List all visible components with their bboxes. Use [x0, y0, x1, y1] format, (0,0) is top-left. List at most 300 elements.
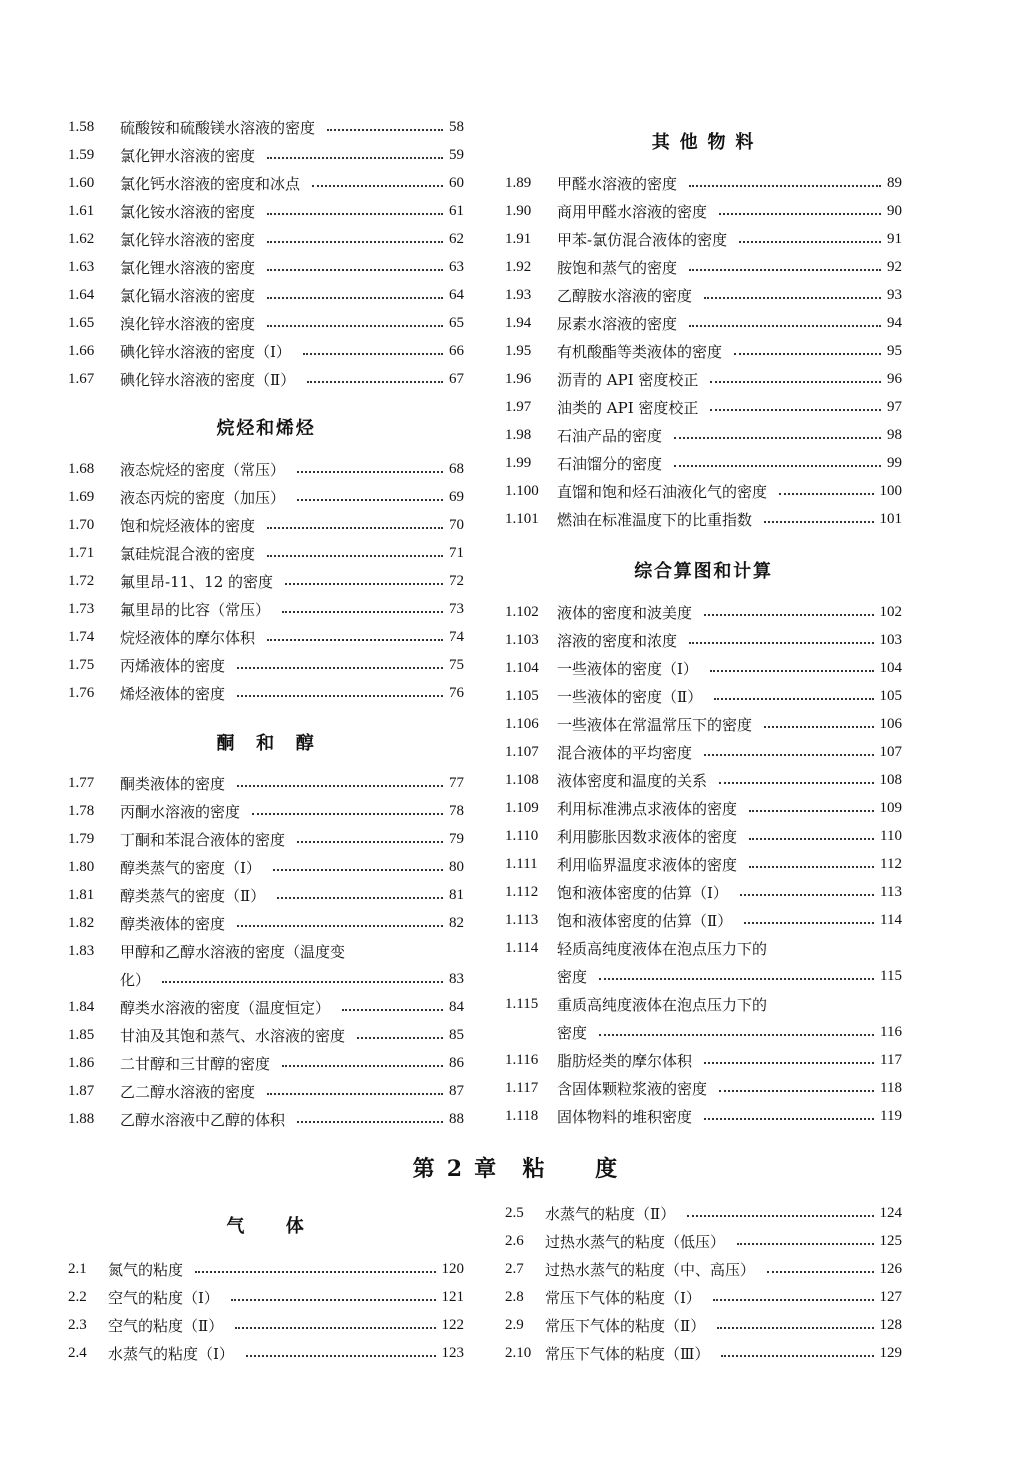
entry-title: 常压下气体的粘度（Ⅲ）: [545, 1344, 710, 1363]
entry-title: 一些液体的密度（Ⅱ）: [557, 687, 703, 706]
toc-entry: [68, 309, 464, 337]
entry-title: 一些液体的密度（Ⅰ）: [557, 659, 698, 678]
entry-number: 1.73: [68, 600, 95, 617]
entry-title: 烷烃液体的摩尔体积: [120, 628, 256, 647]
toc-entry: [68, 1105, 464, 1133]
entry-title: 氟里昂-11、12 的密度: [120, 572, 274, 591]
section-heading-other: 其 他 物 料: [651, 132, 756, 153]
entry-number: 1.89: [505, 174, 532, 191]
entry-page: 92: [887, 258, 902, 275]
entry-number: 1.74: [68, 628, 95, 645]
toc-entry: [68, 1339, 464, 1367]
toc-entry: [505, 794, 902, 822]
toc-entry: [68, 993, 464, 1021]
entry-number: 1.60: [68, 174, 95, 191]
leader-dots: [689, 185, 881, 187]
entry-title: 空气的粘度（Ⅰ）: [108, 1288, 219, 1307]
entry-page: 100: [879, 482, 902, 499]
leader-dots: [779, 493, 873, 495]
leader-dots: [744, 922, 874, 924]
entry-title: 溶液的密度和浓度: [557, 631, 678, 650]
toc-entry: [505, 654, 902, 682]
entry-title: 燃油在标准温度下的比重指数: [557, 510, 753, 529]
entry-page: 118: [880, 1079, 902, 1096]
toc-entry: [68, 197, 464, 225]
entry-number: 2.5: [505, 1204, 524, 1221]
entry-title: 丙烯液体的密度: [120, 656, 226, 675]
entry-number: 1.116: [505, 1051, 539, 1068]
leader-dots: [267, 1093, 443, 1095]
entry-title: 有机酸酯等类液体的密度: [557, 342, 723, 361]
entry-page: 82: [449, 914, 464, 931]
toc-group: [68, 769, 464, 1133]
entry-title: 甲醇和乙醇水溶液的密度（温度变: [120, 942, 346, 961]
entry-page: 96: [887, 370, 902, 387]
entry-page: 102: [879, 603, 902, 620]
section-heading-alkanes: 烷烃和烯烃: [216, 418, 316, 439]
entry-title: 密度: [557, 1023, 588, 1042]
entry-page: 105: [879, 687, 902, 704]
leader-dots: [246, 1355, 436, 1357]
entry-number: 1.59: [68, 146, 95, 163]
entry-page: 94: [887, 314, 902, 331]
toc-entry: [68, 253, 464, 281]
toc-group: [505, 598, 902, 1130]
toc-entry: [505, 1046, 902, 1074]
entry-page: 84: [449, 998, 464, 1015]
toc-entry: [68, 281, 464, 309]
leader-dots: [764, 521, 873, 523]
entry-number: 1.107: [505, 743, 539, 760]
entry-page: 76: [449, 684, 464, 701]
entry-page: 66: [449, 342, 464, 359]
toc-entry: [68, 651, 464, 679]
entry-title: 甲醛水溶液的密度: [557, 174, 678, 193]
entry-title: 甘油及其饱和蒸气、水溶液的密度: [120, 1026, 346, 1045]
entry-number: 2.6: [505, 1232, 524, 1249]
entry-title: 乙醇胺水溶液的密度: [557, 286, 693, 305]
entry-title: 二甘醇和三甘醇的密度: [120, 1054, 271, 1073]
entry-title: 一些液体在常温常压下的密度: [557, 715, 753, 734]
leader-dots: [195, 1271, 435, 1273]
entry-number: 2.10: [505, 1344, 532, 1361]
entry-title: 甲苯-氯仿混合液体的密度: [557, 230, 728, 249]
entry-title: 常压下气体的粘度（Ⅱ）: [545, 1316, 706, 1335]
entry-title: 过热水蒸气的粘度（低压）: [545, 1232, 726, 1251]
toc-group: [505, 1199, 902, 1367]
toc-entry: [505, 281, 902, 309]
entry-page: 65: [449, 314, 464, 331]
entry-page: 103: [879, 631, 902, 648]
entry-title: 酮类液体的密度: [120, 774, 226, 793]
entry-number: 1.63: [68, 258, 95, 275]
entry-number: 1.94: [505, 314, 532, 331]
entry-number: 1.79: [68, 830, 95, 847]
entry-title: 空气的粘度（Ⅱ）: [108, 1316, 224, 1335]
entry-number: 1.109: [505, 799, 539, 816]
toc-entry: [68, 679, 464, 707]
toc-entry: [505, 365, 902, 393]
leader-dots: [273, 869, 443, 871]
leader-dots: [749, 810, 873, 812]
chapter-heading: 第 2 章 粘 度: [412, 1156, 620, 1182]
leader-dots: [719, 1090, 874, 1092]
leader-dots: [710, 381, 881, 383]
leader-dots: [162, 981, 443, 983]
leader-dots: [734, 353, 881, 355]
leader-dots: [237, 925, 443, 927]
entry-title: 醇类液体的密度: [120, 914, 226, 933]
entry-number: 1.83: [68, 942, 95, 959]
toc-entry: [68, 623, 464, 651]
toc-entry: [505, 1283, 902, 1311]
entry-number: 1.93: [505, 286, 532, 303]
toc-entry: [68, 853, 464, 881]
entry-page: 120: [441, 1260, 464, 1277]
entry-page: 61: [449, 202, 464, 219]
entry-number: 1.82: [68, 914, 95, 931]
entry-page: 69: [449, 488, 464, 505]
leader-dots: [252, 813, 443, 815]
entry-number: 1.102: [505, 603, 539, 620]
entry-number: 1.84: [68, 998, 95, 1015]
entry-number: 1.72: [68, 572, 95, 589]
entry-title: 液体的密度和波美度: [557, 603, 693, 622]
entry-number: 1.112: [505, 883, 539, 900]
entry-page: 119: [880, 1107, 902, 1124]
toc-entry: [505, 738, 902, 766]
entry-number: 1.105: [505, 687, 539, 704]
toc-entry: [505, 766, 902, 794]
leader-dots: [704, 754, 873, 756]
entry-page: 114: [880, 911, 902, 928]
leader-dots: [714, 698, 873, 700]
entry-title: 水蒸气的粘度（Ⅱ）: [545, 1204, 676, 1223]
entry-title: 胺饱和蒸气的密度: [557, 258, 678, 277]
section-heading-ketones: 酮 和 醇: [216, 733, 316, 754]
entry-page: 73: [449, 600, 464, 617]
leader-dots: [740, 894, 874, 896]
entry-number: 1.67: [68, 370, 95, 387]
entry-title: 氯化钾水溶液的密度: [120, 146, 256, 165]
entry-number: 1.114: [505, 939, 539, 956]
toc-entry: [68, 965, 464, 993]
leader-dots: [704, 614, 873, 616]
toc-entry: [505, 962, 902, 990]
entry-page: 110: [880, 827, 902, 844]
entry-title: 乙二醇水溶液的密度: [120, 1082, 256, 1101]
entry-page: 63: [449, 258, 464, 275]
leader-dots: [237, 695, 443, 697]
toc-entry: [68, 937, 464, 965]
leader-dots: [710, 409, 881, 411]
entry-page: 80: [449, 858, 464, 875]
toc-entry: [505, 197, 902, 225]
entry-page: 62: [449, 230, 464, 247]
entry-number: 1.87: [68, 1082, 95, 1099]
entry-page: 64: [449, 286, 464, 303]
leader-dots: [312, 185, 443, 187]
entry-page: 58: [449, 118, 464, 135]
entry-number: 1.66: [68, 342, 95, 359]
entry-page: 99: [887, 454, 902, 471]
leader-dots: [599, 1034, 874, 1036]
toc-entry: [505, 934, 902, 962]
section-heading-calc: 综合算图和计算: [634, 561, 773, 582]
leader-dots: [689, 269, 881, 271]
toc-entry: [505, 1018, 902, 1046]
entry-number: 1.103: [505, 631, 539, 648]
toc-entry: [68, 1021, 464, 1049]
entry-title: 固体物料的堆积密度: [557, 1107, 693, 1126]
entry-title: 饱和液体密度的估算（Ⅱ）: [557, 911, 733, 930]
entry-title: 过热水蒸气的粘度（中、高压）: [545, 1260, 756, 1279]
entry-page: 86: [449, 1054, 464, 1071]
entry-page: 72: [449, 572, 464, 589]
entry-title: 脂肪烃类的摩尔体积: [557, 1051, 693, 1070]
entry-page: 122: [441, 1316, 464, 1333]
toc-entry: [505, 626, 902, 654]
entry-page: 129: [879, 1344, 902, 1361]
entry-title: 密度: [557, 967, 588, 986]
entry-number: 1.68: [68, 460, 95, 477]
entry-title: 轻质高纯度液体在泡点压力下的: [557, 939, 768, 958]
toc-entry: [505, 1074, 902, 1102]
leader-dots: [285, 583, 443, 585]
entry-page: 71: [449, 544, 464, 561]
entry-page: 78: [449, 802, 464, 819]
toc-entry: [68, 337, 464, 365]
entry-number: 2.2: [68, 1288, 87, 1305]
toc-entry: [68, 455, 464, 483]
leader-dots: [687, 1215, 873, 1217]
toc-group: [68, 1255, 464, 1367]
leader-dots: [282, 611, 443, 613]
entry-title: 饱和液体密度的估算（Ⅰ）: [557, 883, 728, 902]
toc-entry: [505, 477, 902, 505]
entry-page: 93: [887, 286, 902, 303]
toc-entry: [68, 1255, 464, 1283]
toc-entry: [505, 253, 902, 281]
leader-dots: [303, 353, 443, 355]
entry-title: 溴化锌水溶液的密度: [120, 314, 256, 333]
entry-page: 97: [887, 398, 902, 415]
toc-entry: [505, 393, 902, 421]
entry-number: 1.62: [68, 230, 95, 247]
leader-dots: [719, 782, 873, 784]
entry-number: 1.78: [68, 802, 95, 819]
toc-entry: [68, 365, 464, 393]
leader-dots: [710, 670, 874, 672]
entry-number: 1.88: [68, 1110, 95, 1127]
entry-number: 1.58: [68, 118, 95, 135]
entry-number: 1.71: [68, 544, 95, 561]
toc-entry: [68, 1283, 464, 1311]
leader-dots: [674, 437, 881, 439]
leader-dots: [704, 1118, 874, 1120]
entry-number: 1.64: [68, 286, 95, 303]
entry-page: 85: [449, 1026, 464, 1043]
entry-page: 98: [887, 426, 902, 443]
leader-dots: [327, 129, 443, 131]
toc-entry: [505, 682, 902, 710]
entry-title: 化）: [120, 970, 151, 989]
leader-dots: [297, 499, 443, 501]
toc-entry: [505, 906, 902, 934]
entry-page: 88: [449, 1110, 464, 1127]
leader-dots: [717, 1327, 873, 1329]
entry-number: 1.92: [505, 258, 532, 275]
entry-number: 1.113: [505, 911, 539, 928]
leader-dots: [713, 1299, 874, 1301]
entry-title: 液态烷烃的密度（常压）: [120, 460, 286, 479]
entry-title: 饱和烷烃液体的密度: [120, 516, 256, 535]
leader-dots: [267, 157, 443, 159]
entry-page: 95: [887, 342, 902, 359]
entry-page: 68: [449, 460, 464, 477]
leader-dots: [267, 297, 443, 299]
entry-page: 74: [449, 628, 464, 645]
entry-number: 1.65: [68, 314, 95, 331]
entry-title: 烯烃液体的密度: [120, 684, 226, 703]
entry-page: 79: [449, 830, 464, 847]
entry-number: 2.7: [505, 1260, 524, 1277]
toc-entry: [505, 309, 902, 337]
entry-number: 2.1: [68, 1260, 87, 1277]
toc-entry: [505, 1102, 902, 1130]
leader-dots: [282, 1065, 443, 1067]
entry-number: 1.100: [505, 482, 539, 499]
entry-title: 氯化铵水溶液的密度: [120, 202, 256, 221]
toc-entry: [68, 595, 464, 623]
toc-entry: [505, 1255, 902, 1283]
entry-page: 112: [880, 855, 902, 872]
entry-number: 1.91: [505, 230, 532, 247]
entry-title: 石油产品的密度: [557, 426, 663, 445]
entry-number: 1.61: [68, 202, 95, 219]
leader-dots: [721, 1355, 873, 1357]
entry-title: 醇类水溶液的密度（温度恒定）: [120, 998, 331, 1017]
toc-entry: [505, 449, 902, 477]
entry-number: 1.95: [505, 342, 532, 359]
toc-entry: [68, 483, 464, 511]
leader-dots: [307, 381, 443, 383]
toc-entry: [68, 1311, 464, 1339]
entry-page: 128: [879, 1316, 902, 1333]
leader-dots: [267, 325, 443, 327]
toc-entry: [505, 710, 902, 738]
entry-number: 1.104: [505, 659, 539, 676]
toc-entry: [505, 505, 902, 533]
toc-entry: [68, 225, 464, 253]
entry-number: 1.108: [505, 771, 539, 788]
entry-page: 116: [880, 1023, 902, 1040]
entry-number: 1.118: [505, 1107, 539, 1124]
entry-title: 氟里昂的比容（常压）: [120, 600, 271, 619]
leader-dots: [704, 297, 881, 299]
entry-number: 2.4: [68, 1344, 87, 1361]
toc-entry: [68, 881, 464, 909]
toc-entry: [68, 909, 464, 937]
entry-title: 乙醇水溶液中乙醇的体积: [120, 1110, 286, 1129]
entry-title: 利用临界温度求液体的密度: [557, 855, 738, 874]
entry-page: 77: [449, 774, 464, 791]
entry-title: 液态丙烷的密度（加压）: [120, 488, 286, 507]
leader-dots: [599, 978, 874, 980]
entry-title: 商用甲醛水溶液的密度: [557, 202, 708, 221]
entry-page: 123: [441, 1344, 464, 1361]
entry-number: 1.77: [68, 774, 95, 791]
entry-page: 87: [449, 1082, 464, 1099]
entry-title: 混合液体的平均密度: [557, 743, 693, 762]
toc-entry: [68, 511, 464, 539]
leader-dots: [749, 866, 874, 868]
toc-entry: [505, 1339, 902, 1367]
leader-dots: [237, 785, 443, 787]
leader-dots: [267, 241, 443, 243]
leader-dots: [749, 838, 874, 840]
entry-number: 1.110: [505, 827, 539, 844]
entry-title: 石油馏分的密度: [557, 454, 663, 473]
entry-title: 利用膨胀因数求液体的密度: [557, 827, 738, 846]
entry-number: 2.9: [505, 1316, 524, 1333]
section-heading-gas: 气 体: [226, 1216, 306, 1237]
toc-entry: [68, 1077, 464, 1105]
entry-number: 1.106: [505, 715, 539, 732]
toc-entry: [505, 598, 902, 626]
entry-page: 127: [879, 1288, 902, 1305]
entry-title: 醇类蒸气的密度（Ⅰ）: [120, 858, 261, 877]
leader-dots: [237, 667, 443, 669]
leader-dots: [267, 639, 443, 641]
entry-page: 83: [449, 970, 464, 987]
entry-page: 60: [449, 174, 464, 191]
entry-title: 氯化镉水溶液的密度: [120, 286, 256, 305]
toc-entry: [68, 797, 464, 825]
entry-page: 90: [887, 202, 902, 219]
toc-group: [68, 455, 464, 707]
leader-dots: [704, 1062, 874, 1064]
entry-number: 1.80: [68, 858, 95, 875]
entry-title: 水蒸气的粘度（Ⅰ）: [108, 1344, 234, 1363]
entry-title: 液体密度和温度的关系: [557, 771, 708, 790]
leader-dots: [231, 1299, 436, 1301]
entry-page: 125: [879, 1232, 902, 1249]
leader-dots: [277, 897, 443, 899]
entry-number: 1.76: [68, 684, 95, 701]
toc-group: [68, 113, 464, 393]
entry-page: 106: [879, 715, 902, 732]
leader-dots: [235, 1327, 435, 1329]
entry-title: 重质高纯度液体在泡点压力下的: [557, 995, 768, 1014]
entry-title: 氯化锂水溶液的密度: [120, 258, 256, 277]
toc-entry: [505, 1311, 902, 1339]
entry-page: 107: [879, 743, 902, 760]
toc-entry: [68, 1049, 464, 1077]
toc-entry: [505, 850, 902, 878]
entry-number: 2.8: [505, 1288, 524, 1305]
entry-page: 81: [449, 886, 464, 903]
entry-title: 醇类蒸气的密度（Ⅱ）: [120, 886, 266, 905]
entry-page: 109: [879, 799, 902, 816]
toc-entry: [68, 141, 464, 169]
entry-title: 氮气的粘度: [108, 1260, 184, 1279]
entry-number: 1.99: [505, 454, 532, 471]
entry-number: 1.90: [505, 202, 532, 219]
entry-number: 2.3: [68, 1316, 87, 1333]
entry-title: 利用标准沸点求液体的密度: [557, 799, 738, 818]
entry-page: 124: [879, 1204, 902, 1221]
